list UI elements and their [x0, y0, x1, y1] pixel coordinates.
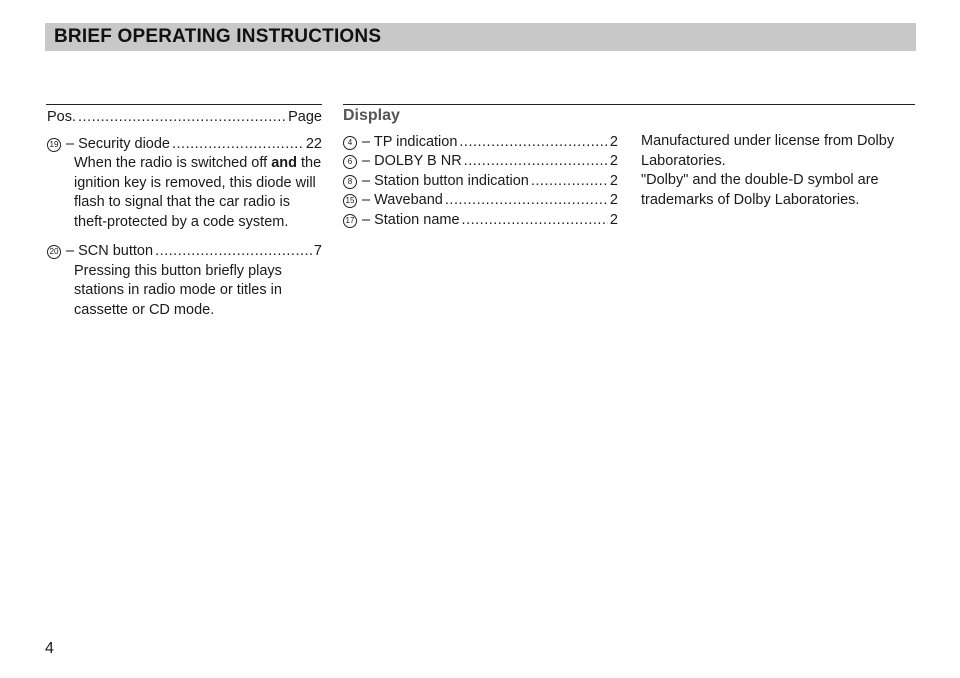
display-item-station-button-indication [343, 172, 618, 192]
position-number-badge: 4 [343, 136, 357, 150]
pos-label: Pos. [47, 109, 77, 125]
dot-leader [172, 135, 304, 155]
dolby-license-notice [641, 132, 916, 210]
position-number-badge: 6 [343, 155, 357, 169]
right-column-rule [343, 104, 915, 105]
section-banner [45, 23, 916, 51]
dot-leader [155, 242, 312, 262]
position-number-badge: 8 [343, 175, 357, 189]
display-column [343, 106, 618, 230]
display-item-label: – Station name [362, 211, 460, 228]
position-number-badge: 17 [343, 214, 357, 228]
display-item-label: – Station button indication [362, 172, 529, 189]
dot-leader [464, 152, 608, 172]
control-entry-scn-button [47, 242, 322, 320]
display-item-station-name [343, 211, 618, 231]
display-item-page: 2 [609, 172, 618, 189]
display-item-label: – TP indication [362, 133, 458, 150]
entry-description: Pressing this button briefly plays stations in radio mode or titles in cassette or CD mode. [74, 262, 282, 318]
entry-page: 7 [313, 243, 322, 259]
display-heading: Display [343, 107, 400, 124]
display-item-label: – Waveband [362, 192, 443, 208]
control-entry-security-diode [47, 135, 322, 233]
page-number: 4 [45, 640, 54, 657]
display-item-label: – DOLBY B NR [362, 153, 462, 169]
display-item-dolby-b-nr [343, 152, 618, 172]
section-title: BRIEF OPERATING INSTRUCTIONS [54, 26, 382, 47]
entry-description: When the radio is switched off and the ignition key is removed, this diode will flash to signal that the car radio is theft-protected by a code system. [74, 155, 322, 230]
display-item-page: 2 [609, 192, 618, 208]
entry-heading [47, 242, 322, 262]
pos-page-header [47, 108, 322, 128]
display-item-waveband [343, 191, 618, 211]
position-number-badge: 19 [47, 138, 61, 152]
entry-label: – Security diode [66, 135, 170, 152]
dot-leader [445, 191, 608, 211]
position-number-badge: 20 [47, 245, 61, 259]
entry-page: 22 [305, 135, 322, 152]
page-label: Page [288, 109, 322, 125]
display-item-page: 2 [609, 133, 618, 150]
display-item-page: 2 [609, 153, 618, 169]
dot-leader [531, 172, 608, 192]
trademark-text: "Dolby" and the double-D symbol are trademarks of Dolby Laboratories. [641, 172, 879, 208]
dot-leader [78, 108, 286, 128]
left-column [47, 108, 322, 330]
position-number-badge: 15 [343, 194, 357, 208]
license-text: Manufactured under license from Dolby Laboratories. [641, 133, 895, 169]
left-column-rule [46, 104, 322, 105]
display-item-page: 2 [609, 211, 618, 228]
dot-leader [459, 133, 608, 153]
dot-leader [462, 211, 608, 231]
entry-label: – SCN button [66, 243, 154, 259]
display-item-tp-indication [343, 133, 618, 153]
entry-heading [47, 135, 322, 155]
